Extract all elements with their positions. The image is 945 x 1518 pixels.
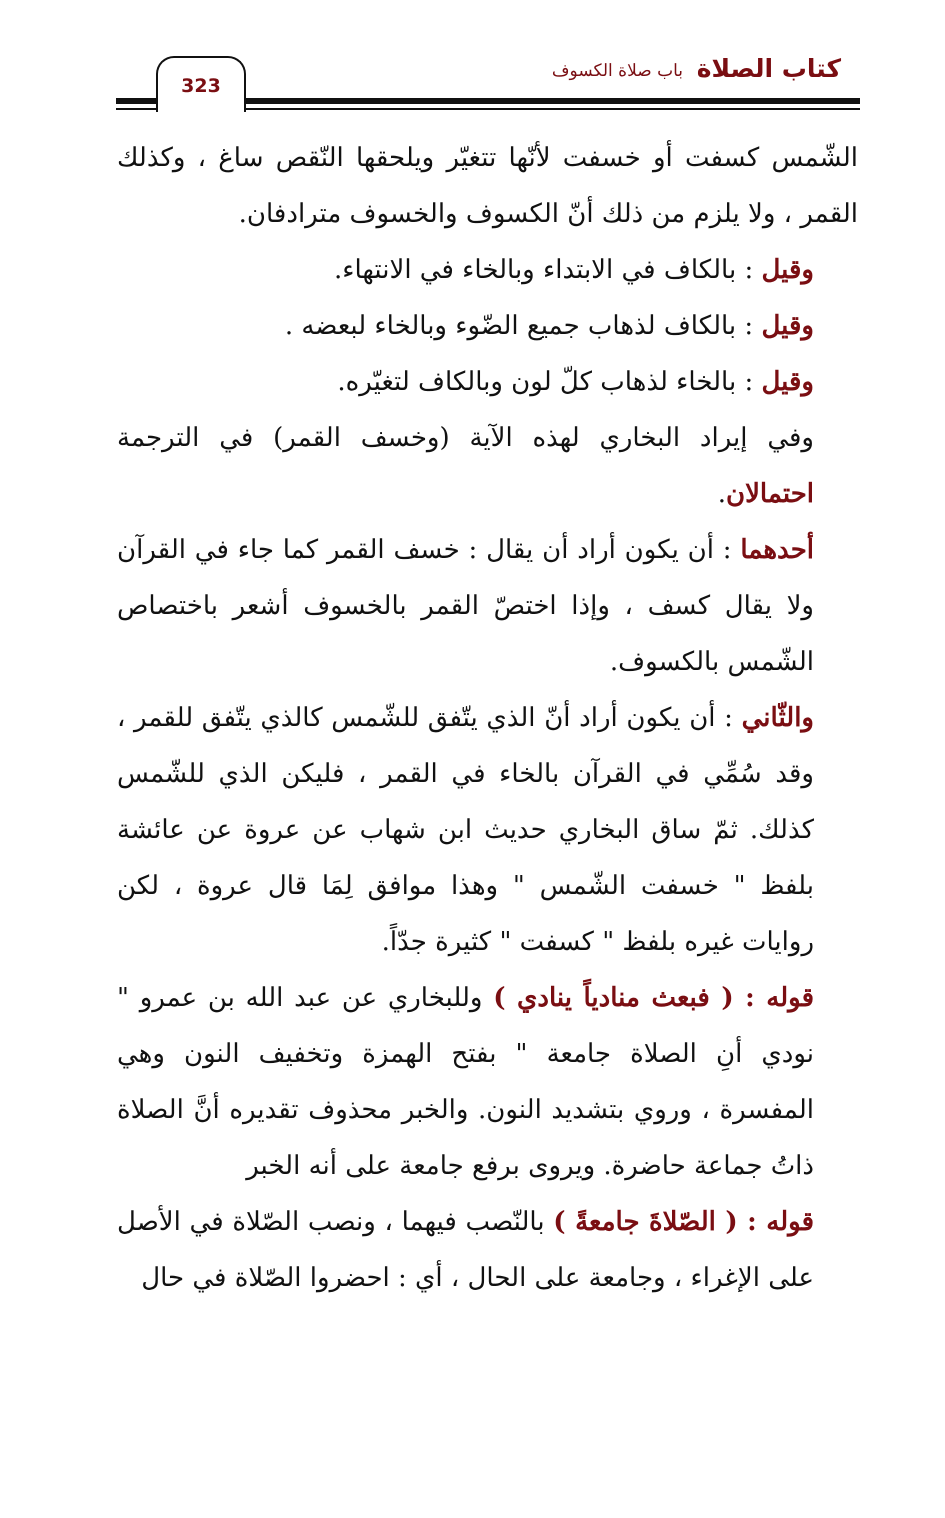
highlighted-term: قوله : ( الصّلاةَ جامعةً )	[553, 1207, 815, 1237]
highlighted-term: والثّاني	[741, 703, 814, 733]
book-title: كتاب الصلاة	[696, 54, 841, 83]
paragraph	[117, 130, 858, 242]
paragraph-text: بالنّصب فيهما ، ونصب الصّلاة في الأصل على الإغراء ، وجامعة على الحال ، أي : احضروا الصّلاة في حال	[117, 1207, 814, 1293]
paragraph	[117, 522, 858, 690]
paragraph-text: الشّمس كسفت أو خسفت لأنّها تتغيّر ويلحقها النّقص ساغ ، وكذلك القمر ، ولا يلزم من ذلك أنّ الكسوف والخسوف مترادفان.	[117, 143, 858, 229]
paragraph-text: .	[717, 479, 726, 509]
highlighted-term: قوله : ( فبعث منادياً ينادي )	[493, 983, 814, 1013]
paragraph-text: : بالكاف لذهاب جميع الضّوء وبالخاء لبعضه .	[284, 311, 762, 341]
paragraph-text: : أن يكون أراد أن يقال : خسف القمر كما جاء في القرآن ولا يقال كسف ، وإذا اختصّ القمر بالخسوف أشعر باختصاص الشّمس بالكسوف.	[117, 535, 814, 677]
highlighted-term: أحدهما	[740, 535, 814, 565]
highlighted-term: وقيل	[761, 255, 814, 285]
highlighted-term: وقيل	[761, 311, 814, 341]
paragraph	[117, 1194, 858, 1306]
paragraph	[117, 690, 858, 970]
chapter-title: باب صلاة الكسوف	[551, 61, 683, 81]
paragraph-text: : بالكاف في الابتداء وبالخاء في الانتهاء.	[334, 255, 762, 285]
page-header	[0, 0, 945, 120]
paragraph	[117, 242, 858, 298]
page-number: 323	[156, 56, 246, 112]
paragraph	[117, 970, 858, 1194]
paragraph	[117, 410, 858, 522]
highlighted-term: احتمالان	[725, 479, 814, 509]
paragraph-text: : بالخاء لذهاب كلّ لون وبالكاف لتغيّره.	[337, 367, 762, 397]
paragraph-text: وفي إيراد البخاري لهذه الآية (وخسف القمر) في الترجمة	[117, 423, 814, 453]
paragraph-text: : أن يكون أراد أنّ الذي يتّفق للشّمس كالذي يتّفق للقمر ، وقد سُمِّي في القرآن بالخاء في القمر ، فليكن الذي للشّمس كذلك. ثمّ ساق البخاري حديث ابن شهاب عن عروة عن عائشة بلفظ " خسفت الشّمس " وهذا موافق لِمَا قال عروة ، لكن روايات غيره بلفظ " كسفت " كثيرة جدّاً.	[117, 703, 814, 957]
highlighted-term: وقيل	[761, 367, 814, 397]
body-text	[117, 130, 858, 1306]
paragraph	[117, 298, 858, 354]
paragraph-text: وللبخاري عن عبد الله بن عمرو " نودي أنِ الصلاة جامعة " بفتح الهمزة وتخفيف النون وهي المفسرة ، وروي بتشديد النون. والخبر محذوف تقديره أنَّ الصلاة ذاتُ جماعة حاضرة. ويروى برفع جامعة على أنه الخبر	[117, 983, 814, 1181]
paragraph	[117, 354, 858, 410]
